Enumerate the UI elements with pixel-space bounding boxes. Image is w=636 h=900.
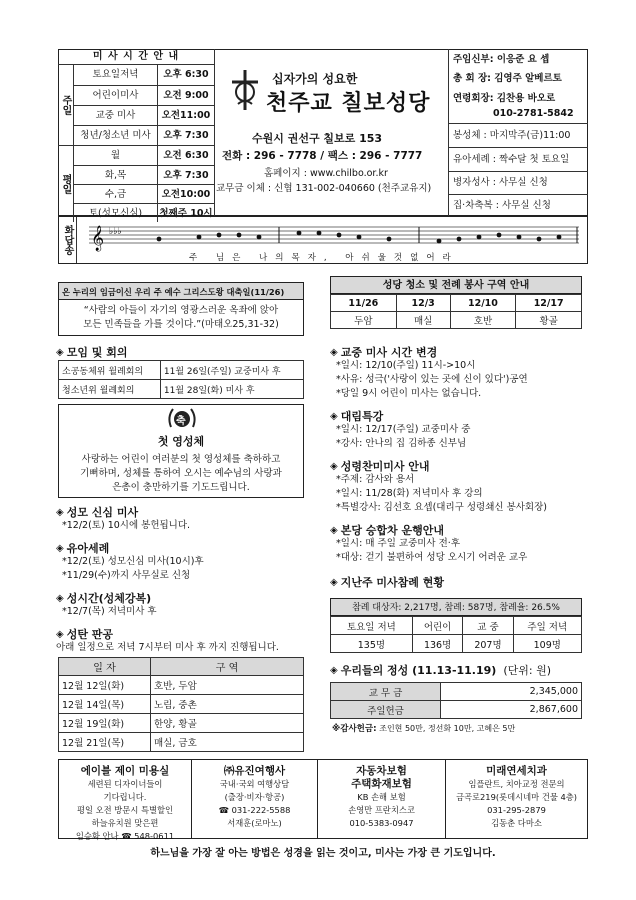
- adoration-title: ◈ 성시간(성체강복): [56, 592, 152, 605]
- mass-time: 오전 9:00: [163, 90, 209, 101]
- mass-time: 오후 7:30: [163, 170, 209, 181]
- attendance-header: 주일 저녁: [513, 617, 581, 635]
- blessing-date: 12월 14일(목): [59, 695, 151, 714]
- mass-name: 교중 미사: [74, 106, 158, 125]
- gospel-box: [58, 282, 304, 338]
- bus-line-2: *대상: 걷기 불편하여 성당 오시기 어려운 교우: [336, 552, 528, 563]
- table-row: [59, 361, 304, 380]
- staff-communion: 봉성체 : 마지막주(금)11:00: [453, 130, 571, 141]
- attendance-value: 135명: [331, 635, 413, 653]
- blessing-table: [58, 657, 304, 752]
- mass-time: 오전11:00: [161, 110, 211, 121]
- church-logo: [228, 68, 262, 112]
- mass-time: 오전10:00: [161, 189, 211, 200]
- church-emblem-icon: [228, 68, 262, 112]
- ad-line: 하늘유치원 맞은편: [91, 818, 159, 828]
- mass-name: 월: [74, 146, 158, 165]
- meetings-title: ◈ 모임 및 회의: [56, 346, 128, 359]
- cleaning-area: 두암: [331, 312, 397, 329]
- offering-unit: (단위: 원): [503, 664, 551, 677]
- ad-line: 손영만 프란치스코: [348, 805, 415, 815]
- diamond-icon: ◈: [330, 410, 338, 422]
- ad-line: 서재훈(로마노): [227, 818, 282, 828]
- blessing-intro: 아래 일정으로 저녁 7시부터 미사 후 까지 진행됩니다.: [56, 642, 279, 653]
- diamond-icon: ◈: [330, 460, 338, 472]
- mass-name: 수,금: [74, 185, 158, 203]
- change-line-3: *당일 9시 어린이 미사는 없습니다.: [336, 388, 482, 399]
- table-row: [331, 701, 582, 719]
- ad-line: KB 손해 보험: [357, 792, 406, 802]
- table-row: [59, 733, 304, 752]
- ad-line: 김동춘 다마소: [491, 818, 542, 828]
- mass-name: 어린이미사: [74, 86, 158, 105]
- attendance-title: ◈ 지난주 미사참례 현황: [330, 576, 444, 589]
- hymn-box: [58, 216, 588, 264]
- ad-box: [446, 759, 588, 839]
- communion-line-3: 은총이 충만하기를 기도드립니다.: [112, 482, 250, 493]
- offering-amount: 2,345,000: [441, 683, 582, 701]
- blessing-header-date: 일 자: [59, 658, 151, 676]
- ad-line: 임플란트, 치아교정 전문의: [468, 779, 565, 789]
- ad-line: 주택화재보험: [351, 778, 412, 790]
- meetings-table: [58, 360, 304, 399]
- attendance-summary: 참례 대상자: 2,217명, 참례: 587명, 참례율: 26.5%: [330, 598, 582, 616]
- table-row: [59, 380, 304, 399]
- ad-name: 에이블 제이 미용실: [80, 765, 170, 777]
- offering-title: ◈ 우리들의 정성 (11.13-11.19) (단위: 원): [330, 664, 551, 677]
- mass-name: 화,목: [74, 166, 158, 184]
- gospel-title: 온 누리의 임금이신 우리 주 예수 그리스도왕 대축일(11/26): [58, 282, 304, 300]
- mass-schedule: [58, 49, 214, 222]
- blessing-header-area: 구 역: [151, 658, 304, 676]
- ad-line: ☎ 031-222-5588: [218, 805, 291, 815]
- mass-name: 토(성모신심): [74, 204, 158, 222]
- diamond-icon: ◈: [330, 524, 338, 536]
- table-row: [331, 683, 582, 701]
- mass-time: 첫째주 10시: [159, 208, 213, 219]
- attendance-header: 토요일 저녁: [331, 617, 413, 635]
- attendance-value: 109명: [513, 635, 581, 653]
- hymn-notes: [157, 231, 562, 244]
- cleaning-area: 황골: [516, 312, 582, 329]
- change-line-1: *일시: 12/10(주일) 11시->10시: [336, 360, 476, 371]
- hymn-staff: [89, 221, 579, 255]
- cleaning-date: 12/17: [516, 295, 582, 312]
- mary-line-1: *12/2(토) 10시에 봉헌됩니다.: [62, 520, 191, 531]
- change-line-2: *사유: 성극('사랑이 있는 곳에 신이 있다')공연: [336, 374, 528, 385]
- offering-name: 교 무 금: [331, 683, 441, 701]
- bus-title: ◈ 본당 승합차 운행안내: [330, 524, 444, 537]
- staff-pastor: 주임신부: 이응준 요 셉: [453, 54, 550, 65]
- mass-row: [74, 184, 214, 203]
- blessing-area: 노림, 중촌: [151, 695, 304, 714]
- church-name: 천주교 칠보성당: [266, 91, 431, 116]
- meeting-when: 11월 26일(주일) 교중미사 후: [160, 361, 303, 380]
- gospel-text-2: 모든 민족들을 가를 것이다.”(마태오25,31-32): [83, 319, 279, 330]
- laurel-icon: [165, 407, 199, 431]
- blessing-area: 호반, 두암: [151, 676, 304, 695]
- gospel-text-1: “사람의 아들이 자기의 영광스러운 옥좌에 앉아: [83, 305, 279, 316]
- church-account: 교무금 이체 : 신협 131-002-040660 (천주교유지): [216, 183, 432, 194]
- communion-line-2: 기뻐하며, 성체를 통하여 오시는 예수님의 사랑과: [80, 468, 282, 479]
- staff-funeral-phone: 010-2781-5842: [493, 108, 574, 119]
- adoration-line-1: *12/7(목) 저녁미사 후: [62, 606, 157, 617]
- meeting-name: 소공동체위 월례회의: [59, 361, 161, 380]
- staff-baptism: 유아세례 : 짝수달 첫 토요일: [453, 154, 570, 165]
- ad-line: 010-5383-0947: [349, 818, 414, 828]
- blessing-date: 12월 12일(화): [59, 676, 151, 695]
- ad-name: 자동차보험: [356, 765, 407, 777]
- church-address: 수원시 권선구 칠보로 153: [252, 132, 383, 145]
- blessing-date: 12월 21일(목): [59, 733, 151, 752]
- baptism-title: ◈ 유아세례: [56, 542, 110, 555]
- attendance-box: [330, 598, 582, 653]
- hymn-label: 화답송: [59, 217, 77, 263]
- staff-president: 총 회 장: 김영주 알베르토: [453, 73, 562, 84]
- hymn-lyrics: 주 님은 나의목자, 아쉬울것없어라: [189, 253, 459, 263]
- ad-line: 031-295-2879: [487, 805, 546, 815]
- mass-row: [74, 146, 214, 165]
- cleaning-area: 호반: [450, 312, 516, 329]
- footer-text: 하느님을 가장 잘 아는 방법은 성경을 읽는 것이고, 미사는 가장 큰 기도입니다.: [150, 848, 496, 859]
- church-homepage: 홈페이지 : www.chilbo.or.kr: [264, 168, 388, 179]
- meeting-when: 11월 28일(화) 미사 후: [160, 380, 303, 399]
- attendance-value: 207명: [463, 635, 513, 653]
- offering-table: [330, 682, 582, 719]
- staff-funeral: 연령회장: 김찬용 바오로: [453, 93, 556, 104]
- ad-line: 평일 오전 방문시 특별할인: [76, 805, 174, 815]
- ads-bar: [58, 759, 588, 839]
- offering-name: 주일헌금: [331, 701, 441, 719]
- cleaning-date: 12/3: [396, 295, 450, 312]
- blessing-area: 한양, 황골: [151, 714, 304, 733]
- mass-time: 오후 6:30: [163, 69, 209, 80]
- ad-line: 금곡로219(롯데시네마 건물 4층): [455, 792, 578, 802]
- diamond-icon: ◈: [56, 628, 64, 640]
- diamond-icon: ◈: [330, 346, 338, 358]
- mass-row: [74, 105, 214, 125]
- spirit-line-1: *주제: 감사와 용서: [336, 474, 415, 485]
- ad-name: ㈜유진여행사: [223, 765, 286, 777]
- church-phone: 전화 : 296 - 7778 / 팩스 : 296 - 7777: [222, 150, 423, 162]
- cleaning-date: 11/26: [331, 295, 397, 312]
- diamond-icon: ◈: [56, 506, 64, 518]
- ad-line: 임승화 안나 ☎ 548-0611: [75, 831, 175, 841]
- diamond-icon: ◈: [330, 664, 338, 676]
- church-subtitle: 십자가의 성요한: [272, 72, 358, 86]
- attendance-header: 어린이: [412, 617, 463, 635]
- advent-line-2: *강사: 안나의 집 김하종 신부님: [336, 438, 467, 449]
- sunday-label: 주일: [58, 65, 74, 145]
- cleaning-area: 매실: [396, 312, 450, 329]
- table-row: [59, 695, 304, 714]
- spirit-line-3: *특별강사: 김선호 요셉(대리구 성령쇄신 봉사회장): [336, 502, 547, 513]
- diamond-icon: ◈: [330, 576, 338, 588]
- mass-time: 오후 7:30: [163, 130, 209, 141]
- blessing-date: 12월 19일(화): [59, 714, 151, 733]
- treble-clef-icon: 𝄞: [91, 226, 105, 251]
- ad-name: 미래연세치과: [486, 765, 547, 777]
- table-row: [59, 676, 304, 695]
- advent-line-1: *일시: 12/17(주일) 교중미사 중: [336, 424, 471, 435]
- table-row: [59, 714, 304, 733]
- ad-line: (출장·비자·항공): [224, 792, 285, 802]
- ad-box: [192, 759, 318, 839]
- mary-title: ◈ 성모 신심 미사: [56, 506, 139, 519]
- baptism-line-1: *12/2(토) 성모신심 미사(10시)후: [62, 556, 204, 567]
- mass-row: [74, 85, 214, 105]
- communion-line-1: 사랑하는 어린이 여러분의 첫 영성체를 축하하고: [81, 454, 281, 465]
- staff-blessing: 집·차축복 : 사무실 신청: [453, 200, 551, 211]
- blessing-area: 매실, 금호: [151, 733, 304, 752]
- spirit-line-2: *일시: 11/28(화) 저녁미사 후 강의: [336, 488, 483, 499]
- mass-row: [74, 125, 214, 145]
- staff-anointing: 병자성사 : 사무실 신청: [453, 177, 548, 188]
- bus-line-1: *일시: 매 주일 교중미사 전·후: [336, 538, 460, 549]
- communion-box: [58, 404, 304, 498]
- advent-title: ◈ 대림특강: [330, 410, 384, 423]
- mass-schedule-title: 미 사 시 간 안 내: [58, 49, 214, 65]
- mass-row: [74, 65, 214, 85]
- diamond-icon: ◈: [56, 592, 64, 604]
- communion-title: 첫 영성체: [157, 435, 205, 448]
- ad-line: 세련된 디자이너들이: [87, 779, 163, 789]
- baptism-line-2: *11/29(수)까지 사무실로 신청: [62, 570, 191, 581]
- offering-amount: 2,867,600: [441, 701, 582, 719]
- ad-line: 기다립니다.: [103, 792, 147, 802]
- attendance-header: 교 중: [463, 617, 513, 635]
- cleaning-title: 성당 청소 및 전례 봉사 구역 안내: [330, 276, 582, 294]
- flat-icon: ♭♭♭: [109, 227, 122, 237]
- change-title: ◈ 교중 미사 시간 변경: [330, 346, 438, 359]
- weekday-label: 평일: [58, 146, 74, 222]
- offering-thanks: ※감사헌금: 조인현 50만, 정선화 10만, 고혜은 5만: [332, 724, 516, 734]
- diamond-icon: ◈: [56, 542, 64, 554]
- mass-row: [74, 165, 214, 184]
- ad-line: 국내·국외 여행상담: [219, 779, 290, 789]
- mass-time: 오전 6:30: [163, 150, 209, 161]
- cleaning-date: 12/10: [450, 295, 516, 312]
- communion-badge: 축: [176, 416, 186, 427]
- staff-panel: [448, 49, 588, 216]
- spirit-title: ◈ 성령찬미미사 안내: [330, 460, 430, 473]
- ad-box: [318, 759, 446, 839]
- meeting-name: 청소년위 월례회의: [59, 380, 161, 399]
- mass-name: 토요일저녁: [74, 65, 158, 85]
- diamond-icon: ◈: [56, 346, 64, 358]
- cleaning-box: [330, 276, 582, 329]
- ad-box: [58, 759, 192, 839]
- mass-name: 청년/청소년 미사: [74, 126, 158, 145]
- blessing-title: ◈ 성탄 판공: [56, 628, 114, 641]
- attendance-value: 136명: [412, 635, 463, 653]
